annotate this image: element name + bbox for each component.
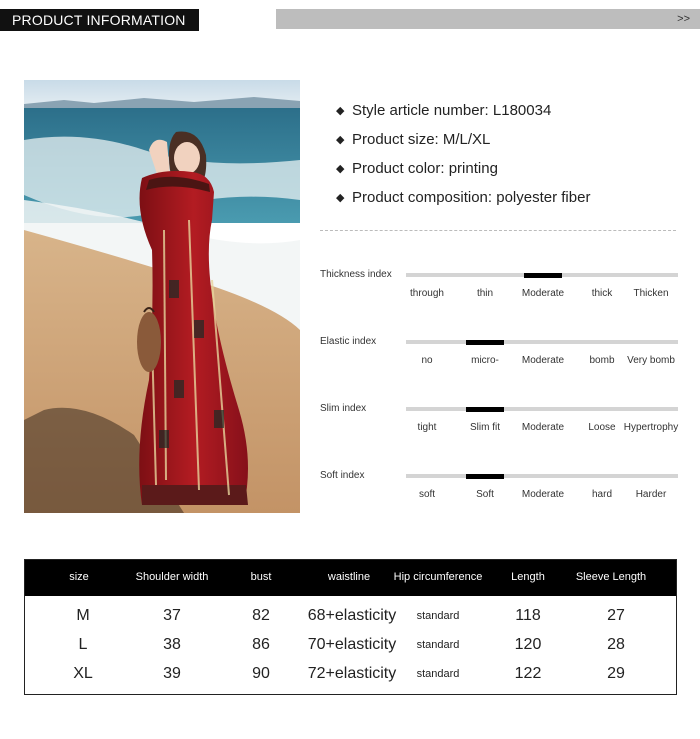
index-level: Thicken: [633, 288, 669, 299]
soft-index: [0, 470, 700, 510]
index-level: micro-: [471, 355, 499, 366]
diamond-bullet-icon: ◆: [336, 163, 345, 175]
index-level: hard: [591, 489, 612, 500]
index-level: Moderate: [521, 355, 565, 366]
index-level: Loose: [588, 422, 616, 433]
index-marker: [466, 407, 504, 412]
column-header: Length: [511, 571, 545, 583]
index-scale: [406, 407, 678, 411]
table-cell: 39: [163, 665, 181, 682]
index-marker: [466, 474, 504, 479]
index-levels: [406, 489, 696, 503]
table-cell: 68+elasticity: [307, 607, 397, 624]
table-cell: 82: [252, 607, 270, 624]
slim-index: [0, 403, 700, 443]
diamond-bullet-icon: ◆: [336, 105, 345, 117]
index-level: Moderate: [521, 422, 565, 433]
info-text: Product color: printing: [352, 160, 498, 177]
index-level: Very bomb: [627, 355, 675, 366]
table-cell: 28: [607, 636, 625, 653]
index-level: tight: [417, 422, 437, 433]
section-title: PRODUCT INFORMATION: [12, 12, 186, 28]
column-header: bust: [250, 571, 272, 583]
table-cell: 120: [514, 636, 542, 653]
index-level: through: [410, 288, 444, 299]
index-marker: [466, 340, 504, 345]
thickness-index: [0, 269, 700, 309]
info-text: Style article number: L180034: [352, 102, 552, 119]
index-level: Slim fit: [470, 422, 500, 433]
index-marker: [524, 273, 562, 278]
index-level: Hypertrophy: [623, 422, 679, 433]
table-cell: 122: [514, 665, 542, 682]
index-levels: [406, 422, 696, 436]
table-row: [25, 661, 676, 691]
section-title-tab: [0, 9, 199, 31]
table-cell: XL: [73, 665, 93, 682]
info-item-color: [336, 158, 590, 187]
index-scale: [406, 474, 678, 478]
index-level: thick: [591, 288, 613, 299]
table-cell: 38: [163, 636, 181, 653]
dashed-divider: [320, 230, 676, 231]
table-row: [25, 632, 676, 662]
table-cell: 37: [163, 607, 181, 624]
index-level: thin: [476, 288, 494, 299]
info-item-composition: [336, 187, 590, 216]
index-scale: [406, 340, 678, 344]
info-item-size: [336, 129, 590, 158]
size-table: [24, 559, 677, 695]
index-levels: [406, 288, 696, 302]
column-header: Hip circumference: [393, 571, 483, 583]
product-info-list: [336, 100, 590, 216]
info-text: Product size: M/L/XL: [352, 131, 491, 148]
table-row: [25, 603, 676, 633]
index-levels: [406, 355, 696, 369]
index-label: Elastic index: [320, 336, 377, 347]
column-header: Sleeve Length: [575, 571, 647, 583]
info-item-style: [336, 100, 590, 129]
column-header: waistline: [327, 571, 371, 583]
index-scale: [406, 273, 678, 277]
table-cell: 70+elasticity: [307, 636, 397, 653]
table-cell: 90: [252, 665, 270, 682]
more-bar[interactable]: [276, 9, 700, 29]
column-header: Shoulder width: [135, 571, 209, 583]
table-cell: standard: [416, 639, 460, 651]
table-cell: standard: [416, 668, 460, 680]
table-cell: standard: [416, 610, 460, 622]
index-level: Soft: [476, 489, 494, 500]
column-header: size: [69, 571, 89, 583]
elastic-index: [0, 336, 700, 376]
index-label: Slim index: [320, 403, 367, 414]
diamond-bullet-icon: ◆: [336, 134, 345, 146]
index-label: Thickness index: [320, 269, 392, 280]
index-label: Soft index: [320, 470, 365, 481]
index-level: soft: [418, 489, 436, 500]
table-cell: M: [76, 607, 90, 624]
table-cell: 72+elasticity: [307, 665, 397, 682]
index-level: Moderate: [521, 288, 565, 299]
table-cell: 27: [607, 607, 625, 624]
index-level: Moderate: [521, 489, 565, 500]
table-cell: 86: [252, 636, 270, 653]
more-arrows[interactable]: >>: [677, 13, 690, 25]
table-cell: L: [78, 636, 88, 653]
diamond-bullet-icon: ◆: [336, 192, 345, 204]
table-cell: 29: [607, 665, 625, 682]
table-cell: 118: [515, 607, 541, 624]
info-text: Product composition: polyester fiber: [352, 189, 591, 206]
index-level: Harder: [635, 489, 667, 500]
index-level: bomb: [589, 355, 615, 366]
size-table-header: [25, 560, 676, 596]
index-level: no: [421, 355, 433, 366]
